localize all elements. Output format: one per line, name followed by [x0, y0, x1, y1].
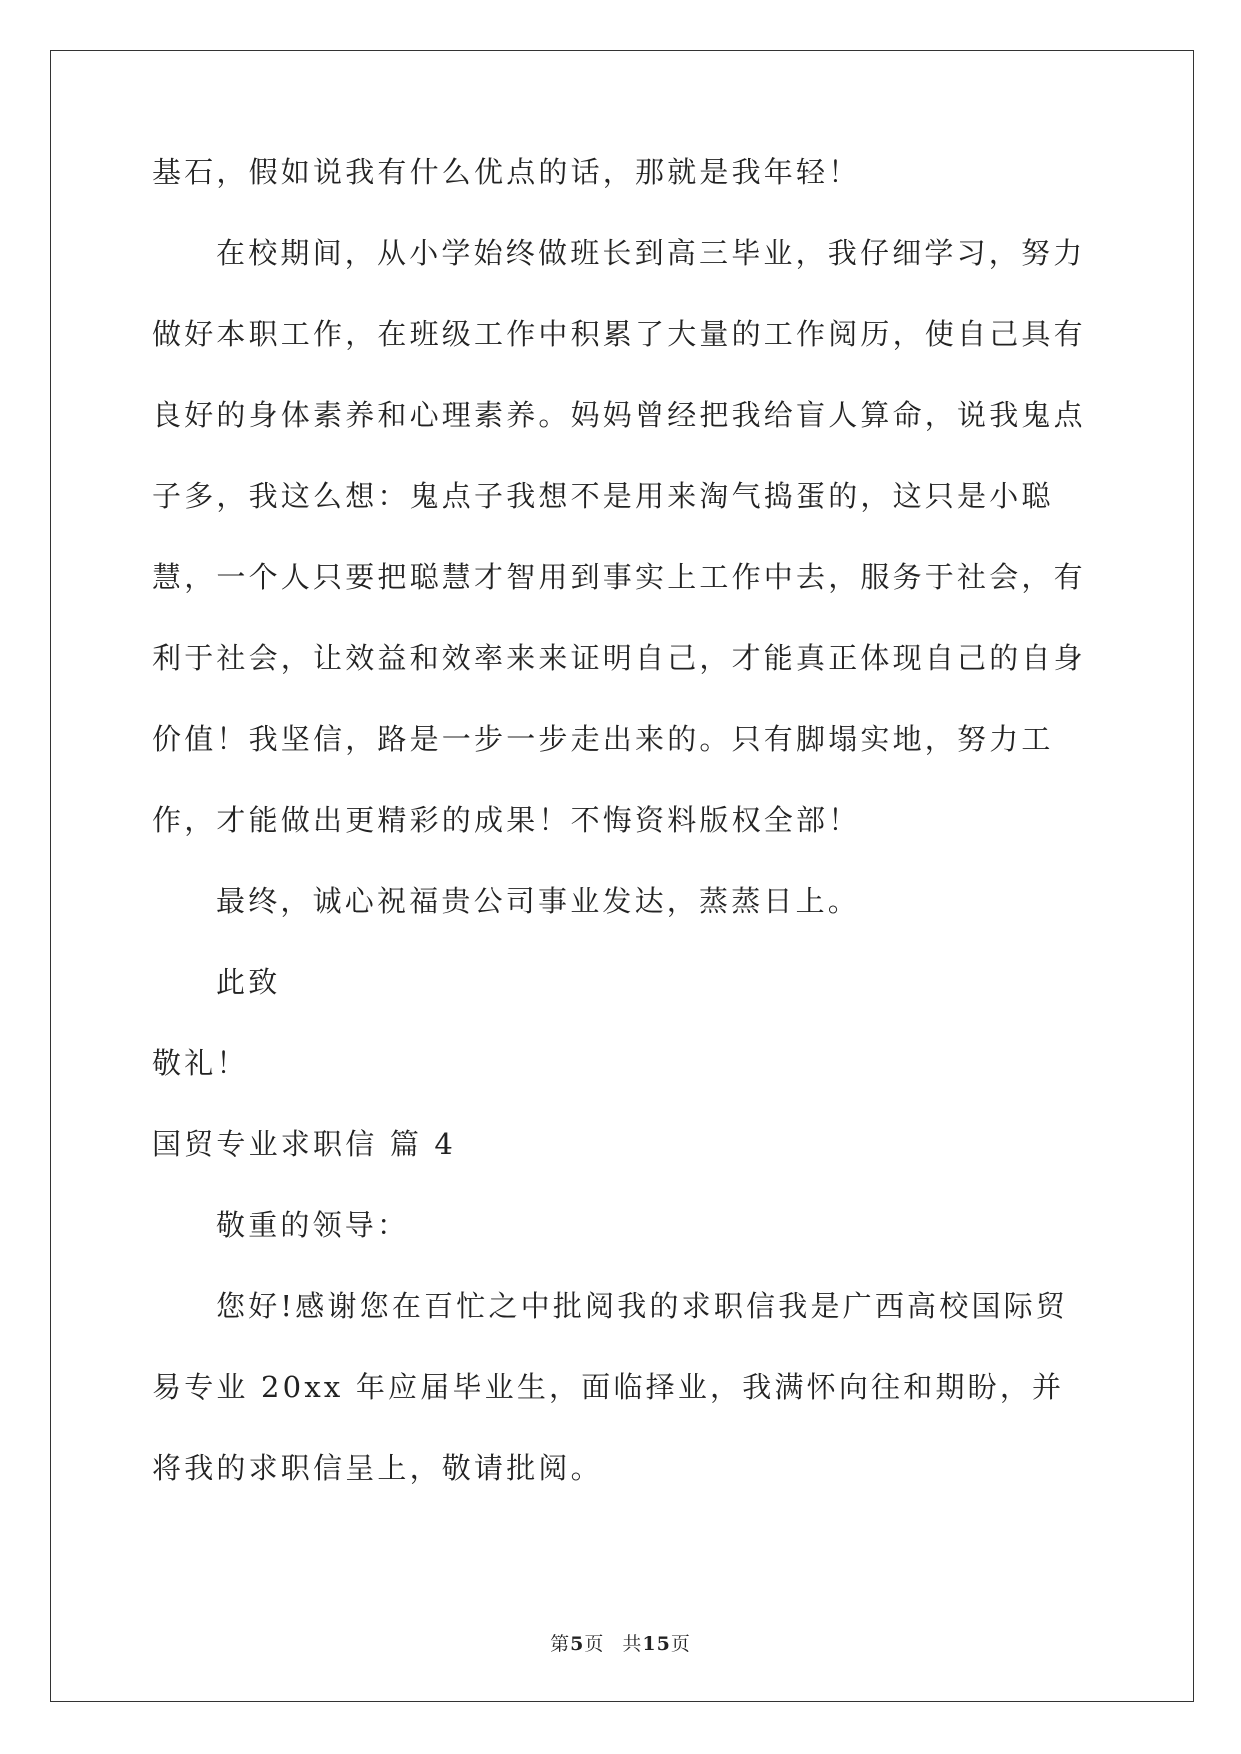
- total-suffix: 页: [670, 1633, 691, 1655]
- total-pages: 15: [642, 1633, 671, 1655]
- paragraph-4: 此致: [216, 965, 281, 999]
- page-footer: [0, 1629, 1241, 1656]
- page-suffix: 页: [584, 1633, 605, 1655]
- paragraph-2: 在校期间，从小学始终做班长到高三毕业，我仔细学习，努力做好本职工作，在班级工作中积累了大量的工作阅历，使自己具有良好的身体素养和心理素养。妈妈曾经把我给盲人算命，说我鬼点子多，我这么想：鬼点子我想不是用来淘气捣蛋的，这只是小聪慧，一个人只要把聪慧才智用到事实上工作中去，服务于社会，有利于社会，让效益和效率来来证明自己，才能真正体现自己的自身价值！我坚信，路是一步一步走出来的。只有脚塌实地，努力工作，才能做出更精彩的成果！不悔资料版权全部！: [152, 236, 1086, 837]
- paragraph-8: 您好!感谢您在百忙之中批阅我的求职信我是广西高校国际贸易专业 20xx 年应届毕业生，面临择业，我满怀向往和期盼，并将我的求职信呈上，敬请批阅。: [152, 1289, 1069, 1485]
- paragraph-5: 敬礼！: [152, 1046, 249, 1080]
- paragraph-3: 最终，诚心祝福贵公司事业发达，蒸蒸日上。: [216, 884, 861, 918]
- section-heading: 国贸专业求职信 篇 4: [152, 1127, 457, 1161]
- total-prefix: 共: [622, 1633, 643, 1655]
- document-body: [152, 132, 1090, 1509]
- salutation: 敬重的领导：: [216, 1208, 410, 1242]
- page-number: 5: [570, 1633, 585, 1655]
- page-prefix: 第: [550, 1633, 571, 1655]
- paragraph-1: 基石，假如说我有什么优点的话，那就是我年轻！: [152, 155, 861, 189]
